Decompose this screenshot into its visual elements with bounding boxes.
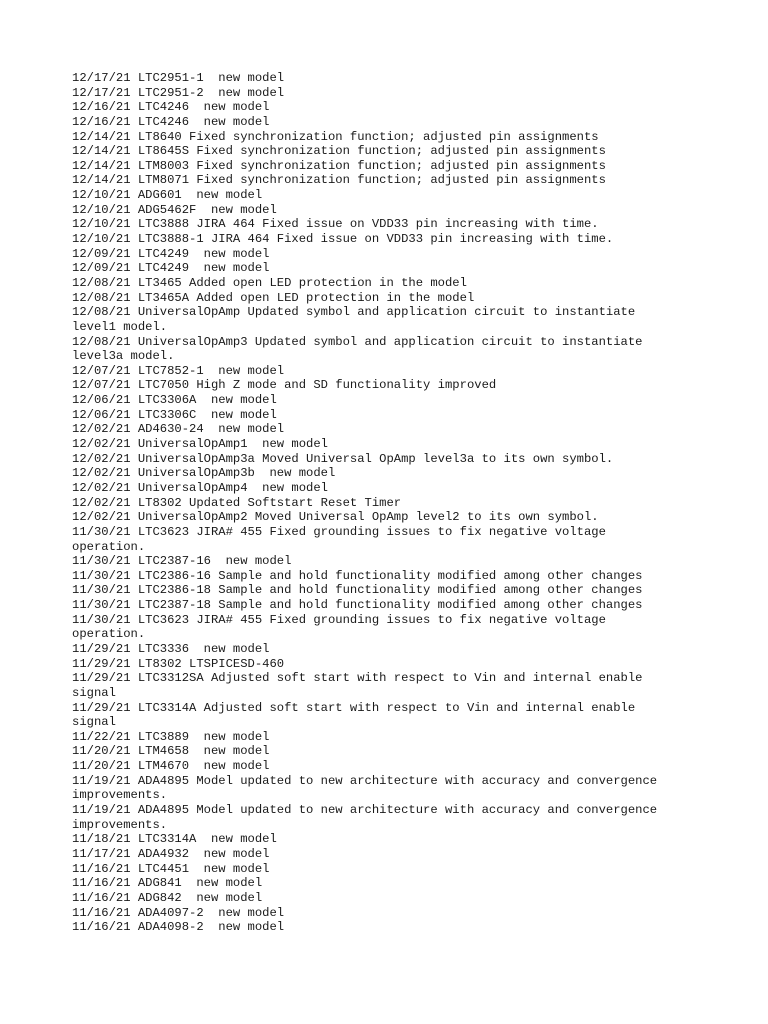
changelog-line: 12/06/21 LTC3306C new model <box>72 407 277 422</box>
changelog-line: 12/09/21 LTC4249 new model <box>72 261 270 276</box>
changelog-line: level3a model. <box>72 349 175 364</box>
changelog-line: improvements. <box>72 817 168 832</box>
changelog-line: 11/30/21 LTC2386-18 Sample and hold functionality modified among other changes <box>72 583 643 598</box>
changelog-line: 12/08/21 UniversalOpAmp3 Updated symbol and application circuit to instantiate <box>72 334 643 349</box>
changelog-document <box>72 71 692 935</box>
changelog-line: 12/02/21 LT8302 Updated Softstart Reset Timer <box>72 495 402 510</box>
changelog-line: 12/14/21 LTM8003 Fixed synchronization function; adjusted pin assignments <box>72 158 606 173</box>
changelog-line: 12/07/21 LTC7050 High Z mode and SD functionality improved <box>72 378 497 393</box>
changelog-line: 12/08/21 UniversalOpAmp Updated symbol and application circuit to instantiate <box>72 305 636 320</box>
changelog-line: 11/30/21 LTC3623 JIRA# 455 Fixed grounding issues to fix negative voltage <box>72 524 606 539</box>
changelog-line: 12/02/21 UniversalOpAmp3a Moved Universal OpAmp level3a to its own symbol. <box>72 451 614 466</box>
changelog-line: 12/17/21 LTC2951-1 new model <box>72 71 285 85</box>
changelog-line: 12/10/21 ADG601 new model <box>72 188 263 203</box>
changelog-line: signal <box>72 715 116 730</box>
changelog-line: 11/29/21 LTC3336 new model <box>72 641 270 656</box>
changelog-line: 11/30/21 LTC2387-18 Sample and hold functionality modified among other changes <box>72 598 643 613</box>
changelog-line: 12/14/21 LTM8071 Fixed synchronization function; adjusted pin assignments <box>72 173 606 188</box>
changelog-line: 12/02/21 UniversalOpAmp1 new model <box>72 437 328 452</box>
changelog-line: 12/17/21 LTC2951-2 new model <box>72 85 285 100</box>
changelog-line: 12/10/21 ADG5462F new model <box>72 202 277 217</box>
changelog-line: 12/02/21 AD4630-24 new model <box>72 422 285 437</box>
changelog-line: 11/20/21 LTM4658 new model <box>72 744 270 759</box>
changelog-line: 11/30/21 LTC3623 JIRA# 455 Fixed grounding issues to fix negative voltage <box>72 612 606 627</box>
changelog-line: 12/09/21 LTC4249 new model <box>72 246 270 261</box>
changelog-line: operation. <box>72 627 146 642</box>
changelog-line: 11/19/21 ADA4895 Model updated to new architecture with accuracy and convergence <box>72 773 658 788</box>
changelog-line: 11/20/21 LTM4670 new model <box>72 759 270 774</box>
changelog-line: 11/30/21 LTC2387-16 new model <box>72 554 292 569</box>
changelog-line: 11/16/21 ADG841 new model <box>72 876 263 891</box>
changelog-line: operation. <box>72 539 146 554</box>
changelog-line: 12/10/21 LTC3888-1 JIRA 464 Fixed issue on VDD33 pin increasing with time. <box>72 232 614 247</box>
changelog-line: 11/30/21 LTC2386-16 Sample and hold functionality modified among other changes <box>72 568 643 583</box>
changelog-line: 12/06/21 LTC3306A new model <box>72 393 277 408</box>
changelog-line: 12/08/21 LT3465 Added open LED protection in the model <box>72 275 467 290</box>
changelog-line: 11/19/21 ADA4895 Model updated to new architecture with accuracy and convergence <box>72 803 658 818</box>
changelog-line: level1 model. <box>72 319 168 334</box>
changelog-line: 12/08/21 LT3465A Added open LED protection in the model <box>72 290 475 305</box>
changelog-line: 12/02/21 UniversalOpAmp3b new model <box>72 466 336 481</box>
changelog-line: signal <box>72 685 116 700</box>
changelog-line: 12/16/21 LTC4246 new model <box>72 114 270 129</box>
changelog-line: 12/10/21 LTC3888 JIRA 464 Fixed issue on VDD33 pin increasing with time. <box>72 217 599 232</box>
changelog-line: 12/02/21 UniversalOpAmp4 new model <box>72 480 328 495</box>
changelog-line: 11/22/21 LTC3889 new model <box>72 729 270 744</box>
changelog-line: 11/29/21 LTC3314A Adjusted soft start with respect to Vin and internal enable <box>72 700 636 715</box>
changelog-line: 11/16/21 LTC4451 new model <box>72 861 270 876</box>
changelog-line: 11/17/21 ADA4932 new model <box>72 846 270 861</box>
changelog-line: 11/16/21 ADG842 new model <box>72 890 263 905</box>
changelog-line: 12/02/21 UniversalOpAmp2 Moved Universal OpAmp level2 to its own symbol. <box>72 510 599 525</box>
changelog-line: 12/14/21 LT8645S Fixed synchronization function; adjusted pin assignments <box>72 144 606 159</box>
changelog-line: 11/16/21 ADA4098-2 new model <box>72 920 285 935</box>
changelog-line: 11/18/21 LTC3314A new model <box>72 832 277 847</box>
changelog-line: 11/29/21 LT8302 LTSPICESD-460 <box>72 656 285 671</box>
changelog-line: improvements. <box>72 788 168 803</box>
changelog-line: 12/16/21 LTC4246 new model <box>72 100 270 115</box>
changelog-line: 12/14/21 LT8640 Fixed synchronization function; adjusted pin assignments <box>72 129 599 144</box>
changelog-line: 11/16/21 ADA4097-2 new model <box>72 905 285 920</box>
changelog-line: 11/29/21 LTC3312SA Adjusted soft start with respect to Vin and internal enable <box>72 671 643 686</box>
changelog-line: 12/07/21 LTC7852-1 new model <box>72 363 285 378</box>
